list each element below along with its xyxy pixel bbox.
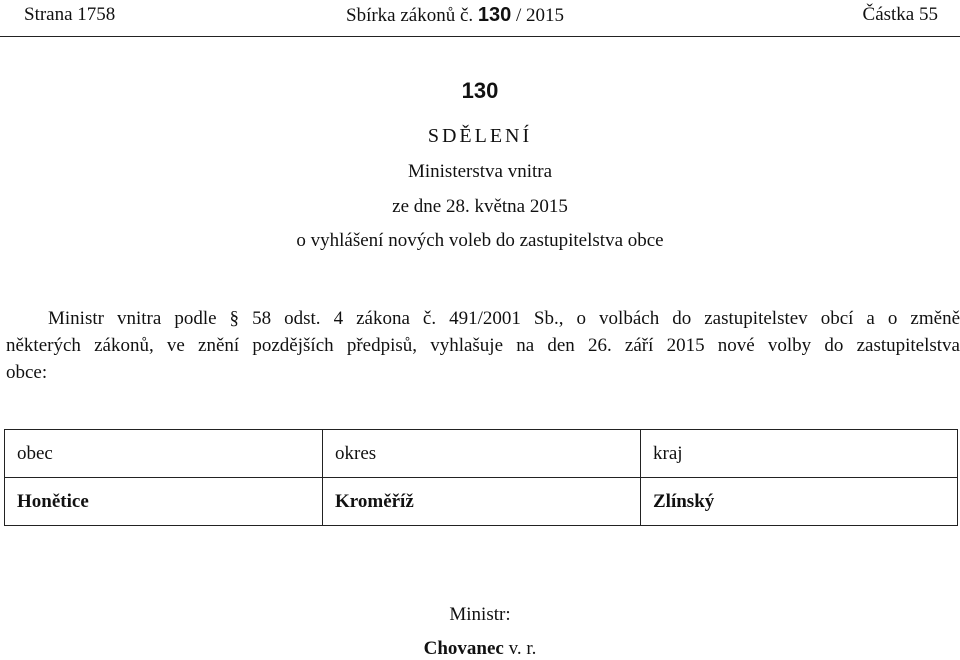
collection-year: / 2015 — [516, 5, 565, 26]
cell-okres: Kroměříž — [323, 478, 641, 526]
document-date: ze dne 28. května 2015 — [392, 196, 568, 217]
collection-prefix: Sbírka zákonů č. — [346, 5, 474, 26]
cell-kraj: Zlínský — [641, 478, 958, 526]
document-body — [6, 305, 960, 386]
column-header-kraj: kraj — [641, 430, 958, 478]
page-number: Strana 1758 — [24, 4, 116, 25]
column-header-okres: okres — [323, 430, 641, 478]
body-line: obce: — [6, 362, 48, 383]
signature-suffix: v. r. — [508, 638, 537, 659]
part-number: Částka 55 — [862, 4, 938, 25]
signature-label: Ministr: — [449, 604, 511, 625]
collection-number: 130 — [477, 4, 512, 26]
document-number: 130 — [461, 78, 499, 103]
column-header-obec: obec — [5, 430, 323, 478]
signature — [0, 638, 960, 660]
election-table — [4, 429, 958, 526]
collection-reference — [346, 4, 564, 27]
cell-obec: Honětice — [5, 478, 323, 526]
table-row — [5, 478, 958, 526]
body-line: Ministr vnitra podle § 58 odst. 4 zákona č. 491/2001 Sb., o volbách do zastupitelstev obcí a o změně — [48, 308, 960, 329]
body-line: některých zákonů, ve znění pozdějších předpisů, vyhlašuje na den 26. září 2015 nové volby do zastupitelstva — [6, 335, 960, 356]
table-header-row — [5, 430, 958, 478]
page-header — [0, 0, 960, 37]
document-type: SDĚLENÍ — [427, 125, 533, 147]
document-issuer: Ministerstva vnitra — [407, 161, 553, 182]
document-subject: o vyhlášení nových voleb do zastupitelstva obce — [296, 230, 664, 251]
signatory-name: Chovanec — [423, 638, 504, 659]
